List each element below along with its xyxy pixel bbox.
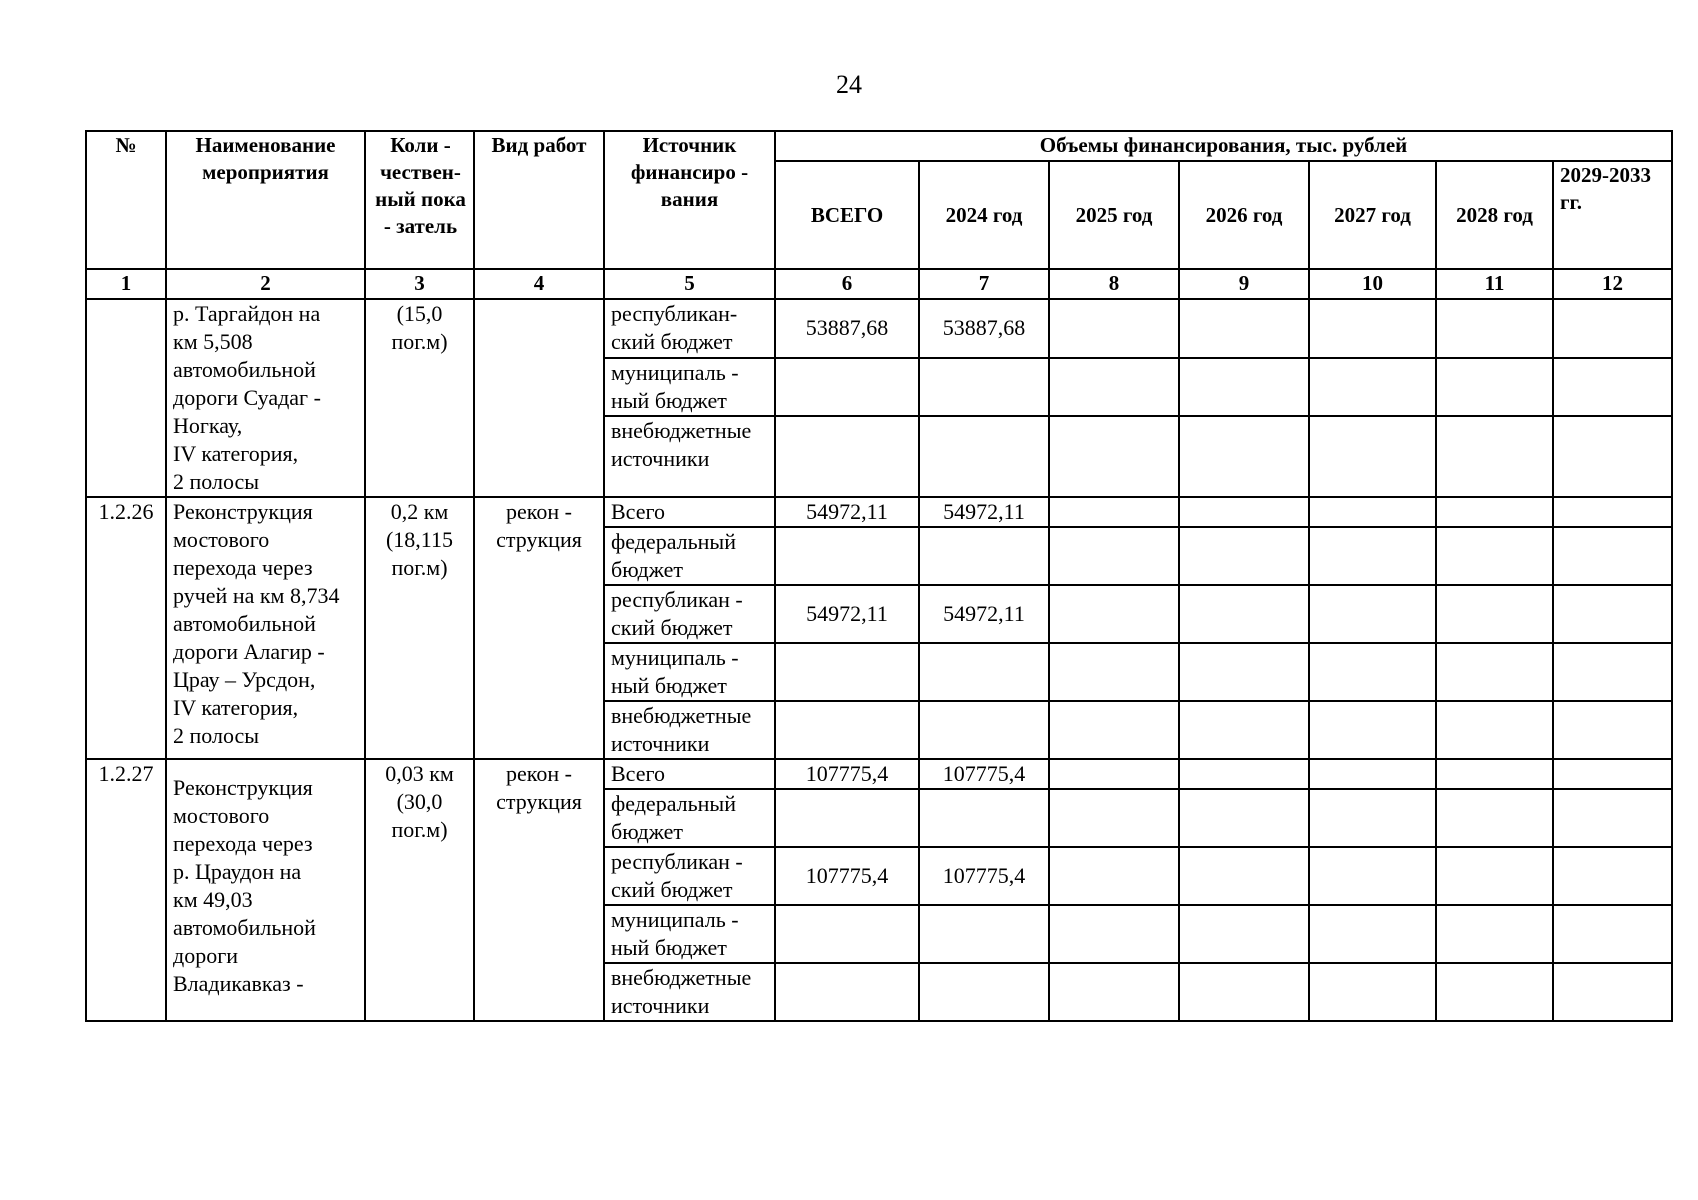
amount-2025 — [1049, 358, 1179, 417]
amount-total — [775, 416, 919, 497]
amount-2027 — [1309, 963, 1436, 1021]
amount-total — [775, 701, 919, 759]
amount-2025 — [1049, 416, 1179, 497]
header-name: Наименование мероприятия — [166, 131, 365, 269]
amount-2029-2033 — [1553, 585, 1672, 643]
amount-2027 — [1309, 358, 1436, 417]
amount-total — [775, 905, 919, 963]
amount-2026 — [1179, 963, 1309, 1021]
amount-2029-2033 — [1553, 847, 1672, 905]
amount-2027 — [1309, 701, 1436, 759]
amount-2029-2033 — [1553, 789, 1672, 847]
header-2025: 2025 год — [1049, 161, 1179, 269]
amount-2027 — [1309, 527, 1436, 585]
amount-2026 — [1179, 759, 1309, 789]
amount-2026 — [1179, 358, 1309, 417]
amount-2029-2033 — [1553, 497, 1672, 527]
amount-2028 — [1436, 527, 1553, 585]
header-work-type: Вид работ — [474, 131, 604, 269]
amount-2028 — [1436, 701, 1553, 759]
amount-2029-2033 — [1553, 701, 1672, 759]
amount-2027 — [1309, 905, 1436, 963]
amount-2026 — [1179, 701, 1309, 759]
amount-total: 107775,4 — [775, 759, 919, 789]
amount-2025 — [1049, 701, 1179, 759]
amount-2028 — [1436, 963, 1553, 1021]
amount-2024: 54972,11 — [919, 585, 1049, 643]
amount-2025 — [1049, 585, 1179, 643]
header-2028: 2028 год — [1436, 161, 1553, 269]
amount-2026 — [1179, 527, 1309, 585]
amount-2027 — [1309, 789, 1436, 847]
amount-2028 — [1436, 905, 1553, 963]
column-number: 3 — [365, 269, 474, 299]
funding-source: муниципаль - ный бюджет — [604, 643, 775, 701]
row-number: 1.2.27 — [86, 759, 166, 1021]
table-row — [86, 497, 1672, 527]
amount-2028 — [1436, 759, 1553, 789]
amount-total: 53887,68 — [775, 299, 919, 358]
column-number: 10 — [1309, 269, 1436, 299]
amount-2026 — [1179, 847, 1309, 905]
funding-source: внебюджетные источники — [604, 701, 775, 759]
amount-2029-2033 — [1553, 759, 1672, 789]
amount-2026 — [1179, 789, 1309, 847]
amount-2025 — [1049, 643, 1179, 701]
amount-2025 — [1049, 789, 1179, 847]
amount-total: 107775,4 — [775, 847, 919, 905]
amount-2024 — [919, 358, 1049, 417]
table-row — [86, 299, 1672, 358]
amount-total — [775, 358, 919, 417]
funding-source: республикан- ский бюджет — [604, 299, 775, 358]
amount-2024 — [919, 905, 1049, 963]
amount-2027 — [1309, 847, 1436, 905]
amount-2027 — [1309, 759, 1436, 789]
funding-source: внебюджетные источники — [604, 963, 775, 1021]
page-number: 24 — [836, 70, 862, 99]
measure-name: р. Таргайдон на км 5,508 автомобильной дороги Суадаг - Ногкау, IV категория, 2 полосы — [166, 299, 365, 497]
amount-2025 — [1049, 759, 1179, 789]
column-number: 1 — [86, 269, 166, 299]
amount-2029-2033 — [1553, 963, 1672, 1021]
column-number: 5 — [604, 269, 775, 299]
column-number: 11 — [1436, 269, 1553, 299]
column-numbers-row — [86, 269, 1672, 299]
work-type: рекон - струкция — [474, 759, 604, 1021]
amount-2026 — [1179, 643, 1309, 701]
amount-2024 — [919, 701, 1049, 759]
amount-2026 — [1179, 585, 1309, 643]
funding-source: муниципаль - ный бюджет — [604, 358, 775, 417]
amount-2029-2033 — [1553, 358, 1672, 417]
funding-source: внебюджетные источники — [604, 416, 775, 497]
amount-2028 — [1436, 585, 1553, 643]
funding-source: муниципаль - ный бюджет — [604, 905, 775, 963]
funding-source: Всего — [604, 759, 775, 789]
amount-2029-2033 — [1553, 416, 1672, 497]
amount-2024 — [919, 963, 1049, 1021]
amount-2024 — [919, 643, 1049, 701]
amount-total: 54972,11 — [775, 497, 919, 527]
amount-2027 — [1309, 497, 1436, 527]
column-number: 8 — [1049, 269, 1179, 299]
header-2029-2033: 2029-2033 гг. — [1553, 161, 1672, 269]
funding-source: Всего — [604, 497, 775, 527]
header-source: Источник финансиро - вания — [604, 131, 775, 269]
amount-total — [775, 963, 919, 1021]
column-number: 12 — [1553, 269, 1672, 299]
header-volumes: Объемы финансирования, тыс. рублей — [775, 131, 1672, 161]
amount-2024 — [919, 527, 1049, 585]
header-qty: Коли - чествен- ный пока - затель — [365, 131, 474, 269]
funding-source: федеральный бюджет — [604, 789, 775, 847]
amount-2029-2033 — [1553, 643, 1672, 701]
amount-2026 — [1179, 905, 1309, 963]
financing-table — [85, 130, 1673, 1022]
amount-total — [775, 789, 919, 847]
amount-2028 — [1436, 497, 1553, 527]
amount-2025 — [1049, 497, 1179, 527]
amount-2028 — [1436, 643, 1553, 701]
table-row — [86, 759, 1672, 789]
header-2027: 2027 год — [1309, 161, 1436, 269]
amount-2026 — [1179, 497, 1309, 527]
amount-2029-2033 — [1553, 527, 1672, 585]
work-type: рекон - струкция — [474, 497, 604, 759]
amount-2024 — [919, 416, 1049, 497]
amount-2027 — [1309, 299, 1436, 358]
amount-2028 — [1436, 299, 1553, 358]
funding-source: федеральный бюджет — [604, 527, 775, 585]
header-row-1 — [86, 131, 1672, 161]
quantity-indicator: 0,2 км (18,115 пог.м) — [365, 497, 474, 759]
header-total: ВСЕГО — [775, 161, 919, 269]
amount-2026 — [1179, 416, 1309, 497]
column-number: 6 — [775, 269, 919, 299]
amount-2025 — [1049, 299, 1179, 358]
amount-total — [775, 643, 919, 701]
amount-2028 — [1436, 789, 1553, 847]
column-number: 7 — [919, 269, 1049, 299]
amount-2024: 107775,4 — [919, 759, 1049, 789]
amount-2027 — [1309, 585, 1436, 643]
amount-2028 — [1436, 358, 1553, 417]
quantity-indicator: (15,0 пог.м) — [365, 299, 474, 497]
amount-2027 — [1309, 643, 1436, 701]
work-type — [474, 299, 604, 497]
amount-2028 — [1436, 847, 1553, 905]
amount-2024: 107775,4 — [919, 847, 1049, 905]
column-number: 9 — [1179, 269, 1309, 299]
column-number: 2 — [166, 269, 365, 299]
quantity-indicator: 0,03 км (30,0 пог.м) — [365, 759, 474, 1021]
amount-2027 — [1309, 416, 1436, 497]
amount-2025 — [1049, 847, 1179, 905]
amount-2026 — [1179, 299, 1309, 358]
amount-2025 — [1049, 963, 1179, 1021]
funding-source: республикан - ский бюджет — [604, 585, 775, 643]
amount-total: 54972,11 — [775, 585, 919, 643]
amount-2024: 53887,68 — [919, 299, 1049, 358]
header-no: № — [86, 131, 166, 269]
amount-2029-2033 — [1553, 299, 1672, 358]
amount-2025 — [1049, 527, 1179, 585]
header-2024: 2024 год — [919, 161, 1049, 269]
row-number: 1.2.26 — [86, 497, 166, 759]
measure-name: Реконструкция мостового перехода через р. Цраудон на км 49,03 автомобильной дороги Владикавказ - — [166, 759, 365, 1021]
amount-2024: 54972,11 — [919, 497, 1049, 527]
column-number: 4 — [474, 269, 604, 299]
amount-2028 — [1436, 416, 1553, 497]
header-2026: 2026 год — [1179, 161, 1309, 269]
amount-2024 — [919, 789, 1049, 847]
amount-2029-2033 — [1553, 905, 1672, 963]
measure-name: Реконструкция мостового перехода через ручей на км 8,734 автомобильной дороги Алагир - Црау – Урсдон, IV категория, 2 полосы — [166, 497, 365, 759]
amount-total — [775, 527, 919, 585]
funding-source: республикан - ский бюджет — [604, 847, 775, 905]
row-number — [86, 299, 166, 497]
amount-2025 — [1049, 905, 1179, 963]
